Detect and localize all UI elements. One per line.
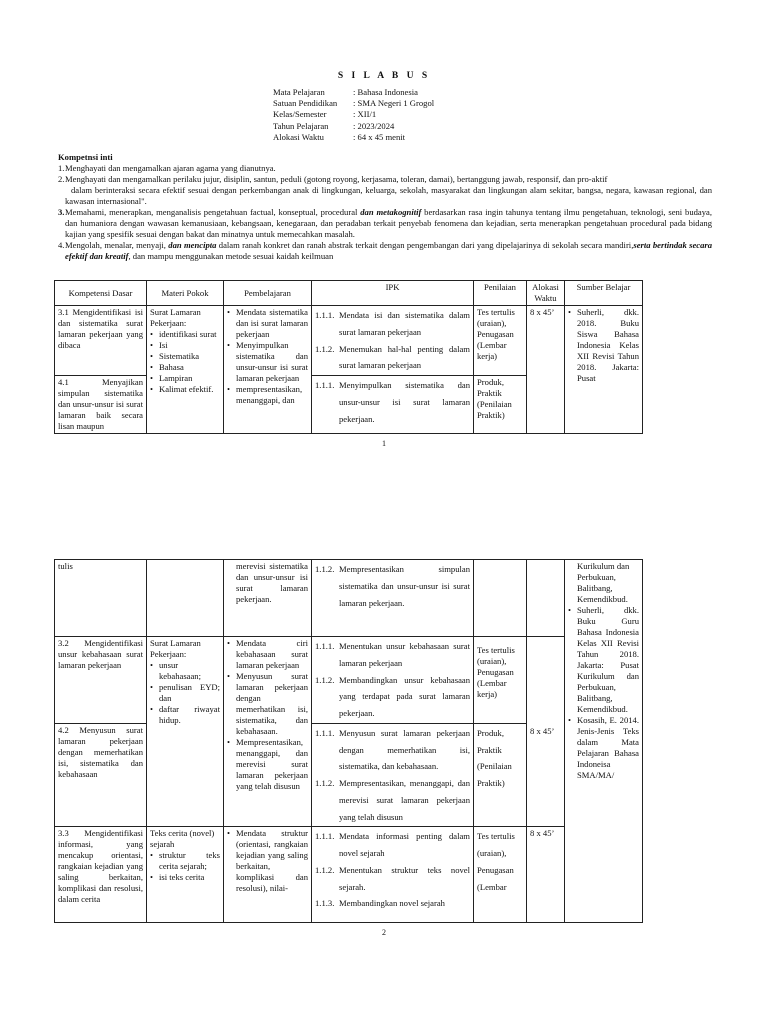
materi-intro: Surat Lamaran Pekerjaan: (150, 638, 201, 659)
penilaian-cell: Tes tertulis (uraian), Penugasan (Lembar kerja) (474, 637, 527, 724)
header-kompetensi-dasar: Kompetensi Dasar (55, 281, 147, 306)
list-item: • Menyimpulkan sistematika dan unsur-unsur isi surat lamaran pekerjaan (227, 340, 308, 384)
meta-row (273, 98, 434, 109)
ki-emphasis: dan mencipta (168, 240, 217, 250)
ipk-item (315, 377, 470, 427)
header-materi-pokok: Materi Pokok (147, 281, 224, 306)
ipk-text: Menemukan hal-hal penting dalam surat lamaran pekerjaan (339, 343, 470, 371)
ipk-text: Membandingkan unsur kebahasaan yang terdapat pada surat lamaran pekerjaan. (339, 674, 470, 718)
list-item: • Kalimat efektif. (150, 384, 220, 395)
pembelajaran-cell (224, 827, 312, 923)
materi-list (150, 850, 220, 883)
ipk-cell (312, 723, 474, 827)
meta-value: : Bahasa Indonesia (353, 87, 418, 97)
table-row (55, 306, 643, 376)
pembelajaran-list (227, 638, 308, 792)
ipk-text: Menentukan struktur teks novel sejarah. (339, 864, 470, 892)
ipk-cell (312, 827, 474, 923)
list-item: • unsur kebahasaan; (150, 660, 220, 682)
kompetensi-heading: Kompetnsi inti (58, 152, 113, 162)
identity-block (273, 87, 434, 143)
ki-emphasis: serta bertindak secara efektif dan kreatif (65, 240, 713, 261)
ipk-number: 1.1.1. (315, 641, 335, 651)
list-item: • Mendata ciri kebahasaan surat lamaran pekerjaan (227, 638, 308, 671)
list-item: • Lampiran (150, 373, 220, 384)
alokasi-cell (527, 560, 565, 637)
sumber-list (568, 307, 639, 384)
ki-text-continued: berdasarkan rasa ingin tahunya tentang ilmu pengetahuan, teknologi, seni budaya, dan humaniora dengan wawasan kemanusiaan, kebangsaan, kenegaraan, dan peradaban terkait penyebab fenomena dan kejadian, serta menerapkan pengetahuan procedural pada bidang kajian yang spesifik sesuai dengan bakat dan minatnya untuk memecahkan masalah. (65, 207, 712, 239)
pembelajaran-list (227, 307, 308, 406)
page-number: 2 (382, 928, 386, 937)
list-item: • Bahasa (150, 362, 220, 373)
ipk-item (315, 895, 470, 912)
ki-number: 3. (58, 207, 65, 217)
penilaian-cell (474, 560, 527, 637)
ipk-cell (312, 306, 474, 376)
materi-cell (147, 827, 224, 923)
ki-3 (58, 207, 712, 240)
ipk-item (315, 341, 470, 375)
ipk-text: Menentukan unsur kebahasaan surat lamaran pekerjaan (339, 641, 470, 668)
meta-row (273, 132, 434, 143)
table-header-row (55, 281, 643, 306)
header-pembelajaran: Pembelajaran (224, 281, 312, 306)
ipk-item (315, 828, 470, 862)
ipk-number: 1.1.2. (315, 778, 335, 788)
ipk-item (315, 638, 470, 672)
list-item: • Mempresentasikan, menanggapi, dan merevisi surat lamaran pekerjaan yang telah disusun (227, 737, 308, 792)
list-item: • isi teks cerita (150, 872, 220, 883)
meta-value: : SMA Negeri 1 Grogol (353, 98, 435, 109)
list-item: • daftar riwayat hidup. (150, 704, 220, 726)
page-number: 1 (382, 439, 386, 448)
kd-cell: 3.3 Mengidentifikasi informasi, yang mencakup orientasi, rangkaian kejadian yang saling berkaitan, komplikasi dan resolusi, dalam cerita (55, 827, 147, 923)
materi-intro: Teks cerita (novel) sejarah (150, 828, 215, 850)
materi-cell (147, 306, 224, 434)
ipk-number: 1.1.2. (315, 674, 335, 685)
ipk-number: 1.1.1. (315, 831, 335, 842)
materi-cell (147, 637, 224, 827)
pembelajaran-cell: merevisi sistematika dan unsur-unsur isi surat lamaran pekerjaan. (224, 560, 312, 637)
materi-cell (147, 560, 224, 637)
ipk-item (315, 672, 470, 722)
ipk-text: Menyusun surat lamaran pekerjaan dengan memerhatikan isi, sistematika, dan kebahasaan. (339, 727, 470, 772)
ipk-text: Mempresentasikan simpulan sistematika dan unsur-unsur isi surat lamaran pekerjaan. (339, 564, 470, 608)
meta-value: : 64 x 45 menit (353, 131, 406, 142)
list-item: • Sistematika (150, 351, 220, 362)
ipk-number: 1.1.1. (315, 727, 335, 738)
ipk-item (315, 725, 470, 775)
ki-2 (58, 174, 712, 207)
sumber-list (568, 605, 639, 781)
ki-number: 1. (58, 163, 65, 173)
penilaian-cell: Tes tertulis (uraian), Penugasan (Lembar kerja) (474, 306, 527, 376)
list-item: • penulisan EYD; dan (150, 682, 220, 704)
list-item: • Suherli, dkk. 2018. Buku Siswa Bahasa Indonesia Kelas XII Revisi Tahun 2018. Jakarta: Pusat (568, 307, 639, 384)
alokasi-cell: 8 x 45’ (527, 637, 565, 827)
meta-key: Kelas/Semester (273, 109, 327, 120)
kd-cell: 4.2 Menyusun surat lamaran pekerjaan dengan memerhatikan isi, sistematika dan kebahasaan (55, 723, 147, 827)
meta-key: Tahun Pelajaran (273, 120, 329, 131)
materi-list (150, 329, 220, 395)
meta-value: : 2023/2024 (353, 120, 395, 131)
ki-1 (58, 163, 712, 174)
ipk-number: 1.1.2. (315, 343, 335, 354)
ipk-cell (312, 376, 474, 434)
list-item: • identifikasi surat (150, 329, 220, 340)
list-item: • Kosasih, E. 2014. Jenis-Jenis Teks dalam Mata Pelajaran Bahasa Indoneisa SMA/MA/ (568, 715, 639, 781)
list-item: • mempresentasikan, menanggapi, dan (227, 384, 308, 406)
ipk-number: 1.1.1. (315, 380, 335, 390)
meta-row (273, 109, 434, 120)
alokasi-cell: 8 x 45’ (527, 827, 565, 923)
ipk-number: 1.1.2. (315, 864, 335, 875)
alokasi-cell: 8 x 45’ (527, 306, 565, 434)
list-item: • Suherli, dkk. Buku Guru Bahasa Indonesia Kelas XII Revisi Tahun 2018. Jakarta: Pusat Kurikulum dan Perbukuan, Balitbang, Kemendikbud. (568, 605, 639, 715)
syllabus-table-page-1 (54, 280, 643, 434)
table-row (55, 827, 643, 923)
ipk-text: Membandingkan novel sejarah (339, 898, 445, 909)
ki-text-continued: dalam berinteraksi secara efektif sesuai dengan perkembangan anak di lingkungan, keluarga, sekolah, masyarakat dan lingkungan alam sekitar, bangsa, negara, kawasan regional, dan kawasan internasional". (65, 185, 712, 206)
table-row (55, 560, 643, 637)
ki-text: Memahami, menerapkan, menganalisis pengetahuan factual, konseptual, procedural (65, 207, 361, 217)
meta-key: Mata Pelajaran (273, 87, 325, 97)
ki-text: Menghayati dan mengamalkan ajaran agama yang dianutnya. (65, 163, 276, 173)
header-sumber-belajar: Sumber Belajar (565, 281, 643, 306)
pembelajaran-cell (224, 637, 312, 827)
ki-text-continued: dalam ranah konkret dan ranah abstrak terkait dengan pengembangan dari yang dipelajarinya di sekolah secara mandiri, (216, 240, 634, 250)
ipk-number: 1.1.1. (315, 310, 335, 320)
materi-intro: Surat Lamaran Pekerjaan: (150, 307, 201, 328)
ipk-item (315, 775, 470, 825)
table-row (55, 637, 643, 724)
list-item: • Mendata sistematika dan isi surat lamaran pekerjaan (227, 307, 308, 340)
pembelajaran-cell (224, 306, 312, 434)
ki-number: 2. (58, 174, 65, 184)
ki-emphasis: dan metakognitif (360, 207, 422, 217)
ki-text-end: , dan mampu menggunakan metode sesuai kaidah keilmuan (128, 251, 334, 261)
ipk-text: Mendata informasi penting dalam novel sejarah (339, 831, 470, 858)
ki-text: Mengolah, menalar, menyaji, (65, 240, 169, 250)
list-item: • Menyusun surat lamaran pekerjaan dengan memerhatikan isi, sistematika, dan kebahasaan. (227, 671, 308, 737)
kd-cell: 4.1 Menyajikan simpulan sistematika dan unsur-unsur isi surat lamaran baik secara lisan maupun (55, 376, 147, 434)
list-item: • struktur teks cerita sejarah; (150, 850, 220, 872)
ipk-number: 1.1.3. (315, 898, 335, 909)
document-title: S I L A B U S (337, 71, 431, 81)
ipk-text: Mempresentasikan, menanggapi, dan merevisi surat lamaran pekerjaan yang telah disusun (339, 778, 470, 822)
sumber-cell (565, 560, 643, 923)
ipk-cell (312, 637, 474, 724)
materi-list (150, 660, 220, 726)
meta-row (273, 87, 434, 98)
ipk-cell (312, 560, 474, 637)
ipk-text: Menyimpulkan sistematika dan unsur-unsur isi surat lamaran pekerjaan. (339, 380, 470, 424)
ki-4 (58, 240, 712, 262)
ipk-item (315, 307, 470, 341)
ipk-item (315, 862, 470, 896)
meta-key: Satuan Pendidikan (273, 98, 338, 109)
list-item: • Mendata struktur (orientasi, rangkaian kejadian yang saling berkaitan, komplikasi dan resolusi), nilai- (227, 828, 308, 894)
kd-cell: 3.2 Mengidentifikasi unsur kebahasaan surat lamaran pekerjaan (55, 637, 147, 724)
meta-key: Alokasi Waktu (273, 131, 324, 142)
list-item: • Isi (150, 340, 220, 351)
penilaian-cell: Tes tertulis (uraian), Penugasan (Lembar (474, 827, 527, 923)
syllabus-table-page-2 (54, 559, 643, 923)
meta-value: : XII/1 (353, 109, 377, 120)
ki-text: Menghayati dan mengamalkan perilaku jujur, disiplin, santun, peduli (gotong royong, kerjasama, toleran, damai), bertanggung jawab, responsif, dan pro-aktif (65, 174, 608, 184)
ipk-text: Mendata isi dan sistematika dalam surat lamaran pekerjaan (339, 310, 470, 337)
pembelajaran-list (227, 828, 308, 894)
ipk-item (315, 561, 470, 611)
kd-cell: 3.1 Mengidentifikasi isi dan sistematika surat lamaran pekerjaan yang dibaca (55, 306, 147, 376)
meta-row (273, 121, 434, 132)
header-alokasi-waktu: Alokasi Waktu (527, 281, 565, 306)
sumber-continued: Kurikulum dan Perbukuan, Balitbang, Kemendikbud. (577, 561, 630, 604)
header-ipk: IPK (312, 281, 474, 306)
header-penilaian: Penilaian (474, 281, 527, 306)
penilaian-cell: Produk, Praktik (Penilaian Praktik) (474, 723, 527, 827)
kompetensi-inti-section (58, 152, 712, 262)
penilaian-cell: Produk, Praktik (Penilaian Praktik) (474, 376, 527, 434)
sumber-cell (565, 306, 643, 434)
ipk-number: 1.1.2. (315, 564, 335, 574)
kd-cell: tulis (55, 560, 147, 637)
ki-number: 4. (58, 240, 65, 250)
